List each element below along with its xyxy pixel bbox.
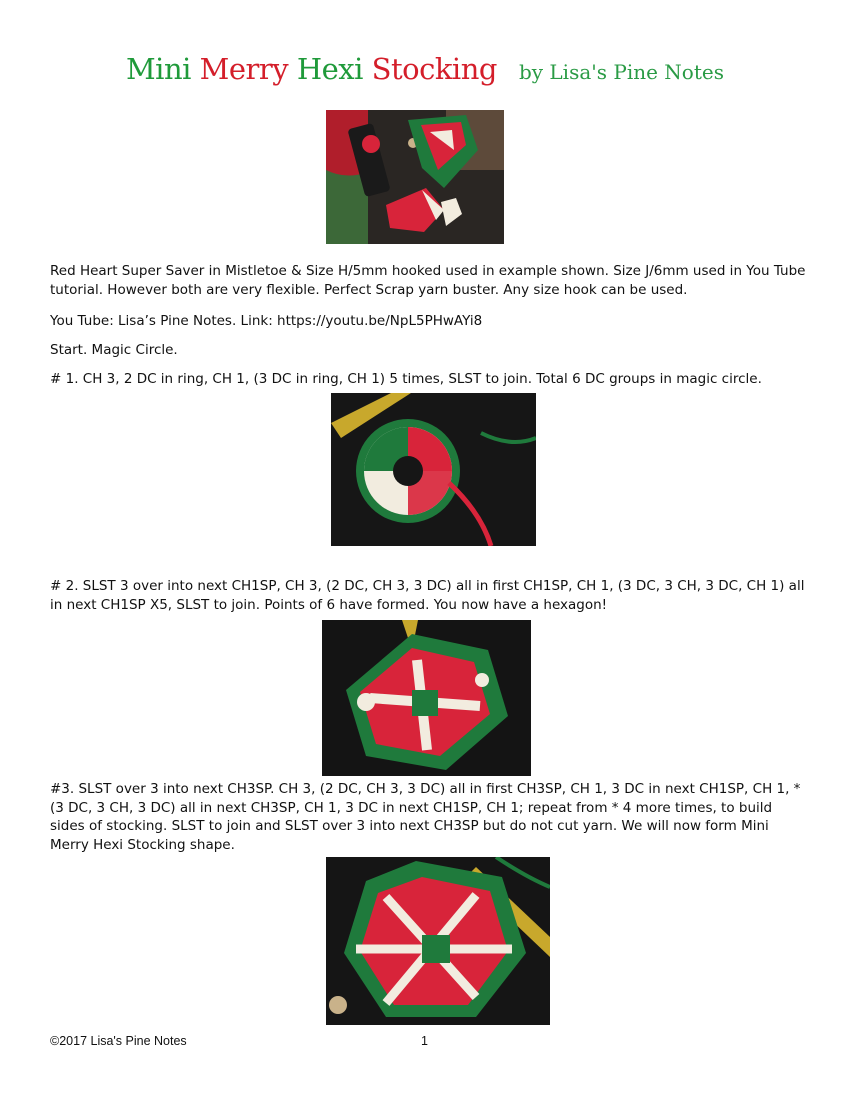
start-paragraph: Start. Magic Circle. xyxy=(50,342,178,358)
step-3-photo xyxy=(326,857,550,1025)
page-header xyxy=(0,52,850,86)
step-1-photo xyxy=(331,393,536,546)
step-1-paragraph: # 1. CH 3, 2 DC in ring, CH 1, (3 DC in ring, CH 1) 5 times, SLST to join. Total 6 DC groups in magic circle. xyxy=(50,371,762,387)
title-word-mini: Mini xyxy=(125,52,191,86)
byline: by Lisa's Pine Notes xyxy=(518,60,724,84)
copyright-footer: ©2017 Lisa's Pine Notes xyxy=(50,1034,187,1048)
title-word-stocking: Stocking xyxy=(371,52,497,86)
step-3-paragraph: #3. SLST over 3 into next CH3SP. CH 3, (2 DC, CH 3, 3 DC) all in first CH3SP, CH 1, 3 DC in next CH1SP, CH 1, *(3 DC, 3 CH, 3 DC) all in next CH3SP, CH 1, 3 DC in next CH1SP, CH 1; repeat from * 4 more times, to build sides of stocking. SLST to join and SLST over 3 into next CH3SP but do not cut yarn. We will now form Mini Merry Hexi Stocking shape. xyxy=(50,781,801,853)
title-word-merry: Merry xyxy=(199,52,289,86)
step-2-photo xyxy=(322,620,531,776)
step-2-paragraph: # 2. SLST 3 over into next CH1SP, CH 3, (2 DC, CH 3, 3 DC) all in first CH1SP, CH 1, (3 DC, 3 CH, 3 DC, CH 1) all in next CH1SP X5, SLST to join. Points of 6 have formed. You now have a hexagon! xyxy=(50,578,805,613)
title-word-hexi: Hexi xyxy=(296,52,363,86)
hero-photo xyxy=(326,110,504,244)
page-number: 1 xyxy=(421,1034,428,1048)
materials-paragraph: Red Heart Super Saver in Mistletoe & Size H/5mm hooked used in example shown. Size J/6mm used in You Tube tutorial. However both are very flexible. Perfect Scrap yarn buster. Any size hook can be used. xyxy=(50,263,806,298)
youtube-paragraph: You Tube: Lisa’s Pine Notes. Link: https://youtu.be/NpL5PHwAYi8 xyxy=(50,313,483,329)
page-title xyxy=(126,52,497,86)
